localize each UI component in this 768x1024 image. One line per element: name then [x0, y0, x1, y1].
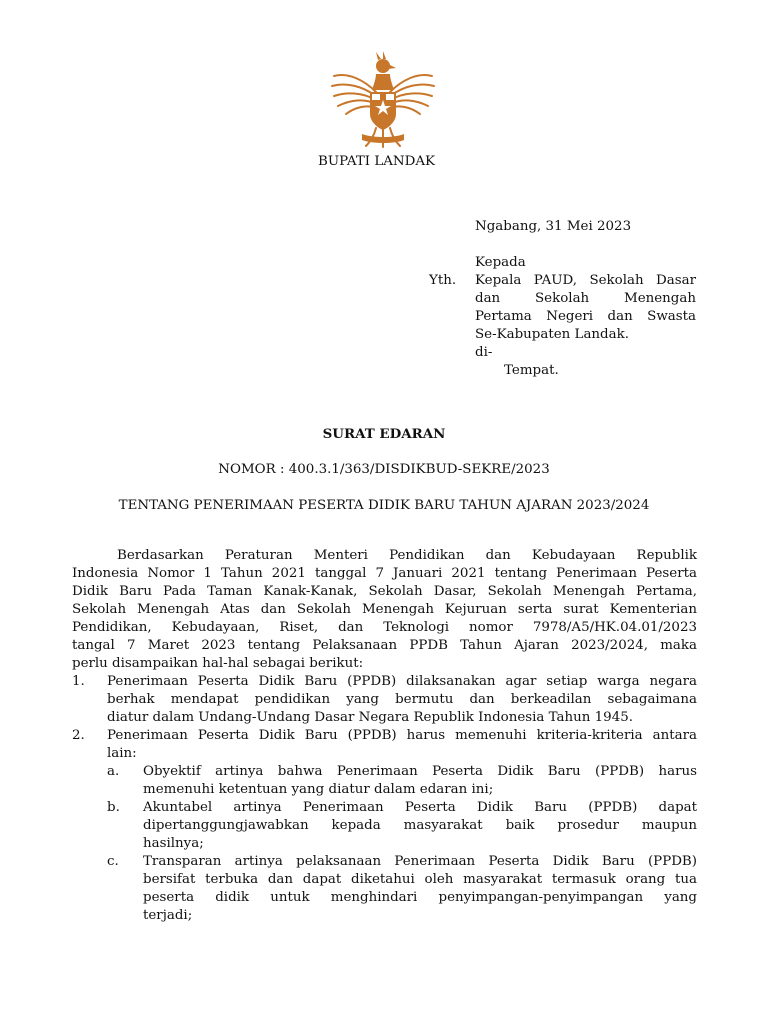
to-label: Kepada: [475, 255, 526, 270]
sublist-item-line: memenuhi ketentuan yang diatur dalam edaran ini;: [143, 782, 494, 797]
sublist-item-line: dipertanggungjawabkan kepada masyarakat baik prosedur maupun: [143, 818, 697, 833]
sublist-item-line: bersifat terbuka dan dapat diketahui oleh masyarakat termasuk orang tua: [143, 872, 697, 887]
document-title: SURAT EDARAN: [322, 426, 446, 442]
list-item-line: lain:: [107, 746, 137, 761]
place-date: Ngabang, 31 Mei 2023: [475, 219, 632, 234]
yth-label: Yth.: [429, 273, 457, 288]
sublist-item-line: peserta didik untuk menghindari penyimpangan-penyimpangan yang: [143, 890, 697, 905]
recipient-line: dan Sekolah Menengah: [475, 291, 696, 306]
garuda-pancasila-emblem: [326, 50, 440, 150]
sublist-letter: a.: [107, 764, 120, 779]
intro-line: tangal 7 Maret 2023 tentang Pelaksanaan PPDB Tahun Ajaran 2023/2024, maka: [72, 638, 697, 653]
recipient-line: Pertama Negeri dan Swasta: [475, 309, 696, 324]
recipient-line: Se-Kabupaten Landak.: [475, 327, 629, 342]
intro-line: perlu disampaikan hal-hal sebagai berikut:: [72, 656, 364, 671]
sublist-item-line: Obyektif artinya bahwa Penerimaan Peserta Didik Baru (PPDB) harus: [143, 764, 697, 779]
tempat-label: Tempat.: [504, 363, 559, 378]
list-number: 1.: [72, 674, 85, 689]
sublist-item-line: Akuntabel artinya Penerimaan Peserta Didik Baru (PPDB) dapat: [143, 800, 697, 815]
intro-line: Didik Baru Pada Taman Kanak-Kanak, Sekolah Dasar, Sekolah Menengah Pertama,: [72, 584, 697, 599]
document-number: NOMOR : 400.3.1/363/DISDIKBUD-SEKRE/2023: [218, 462, 550, 477]
letterhead-title: BUPATI LANDAK: [318, 154, 436, 169]
intro-line: Sekolah Menengah Atas dan Sekolah Menengah Kejuruan serta surat Kementerian: [72, 602, 697, 617]
list-item-line: Penerimaan Peserta Didik Baru (PPDB) dilaksanakan agar setiap warga negara: [107, 674, 697, 689]
sublist-letter: c.: [107, 854, 119, 869]
sublist-item-line: Transparan artinya pelaksanaan Penerimaan Peserta Didik Baru (PPDB): [143, 854, 697, 869]
intro-line: Pendidikan, Kebudayaan, Riset, dan Teknologi nomor 7978/A5/HK.04.01/2023: [72, 620, 697, 635]
list-number: 2.: [72, 728, 85, 743]
recipient-line: Kepala PAUD, Sekolah Dasar: [475, 273, 696, 288]
sublist-letter: b.: [107, 800, 120, 815]
di-label: di-: [475, 345, 493, 360]
list-item-line: diatur dalam Undang-Undang Dasar Negara Republik Indonesia Tahun 1945.: [107, 710, 633, 725]
list-item-line: berhak mendapat pendidikan yang bermutu dan berkeadilan sebagaimana: [107, 692, 697, 707]
document-subject: TENTANG PENERIMAAN PESERTA DIDIK BARU TAHUN AJARAN 2023/2024: [118, 498, 650, 513]
intro-line: Indonesia Nomor 1 Tahun 2021 tanggal 7 Januari 2021 tentang Penerimaan Peserta: [72, 566, 697, 581]
sublist-item-line: terjadi;: [143, 908, 193, 923]
sublist-item-line: hasilnya;: [143, 836, 204, 851]
list-item-line: Penerimaan Peserta Didik Baru (PPDB) harus memenuhi kriteria-kriteria antara: [107, 728, 697, 743]
intro-line: Berdasarkan Peraturan Menteri Pendidikan dan Kebudayaan Republik: [117, 548, 697, 563]
